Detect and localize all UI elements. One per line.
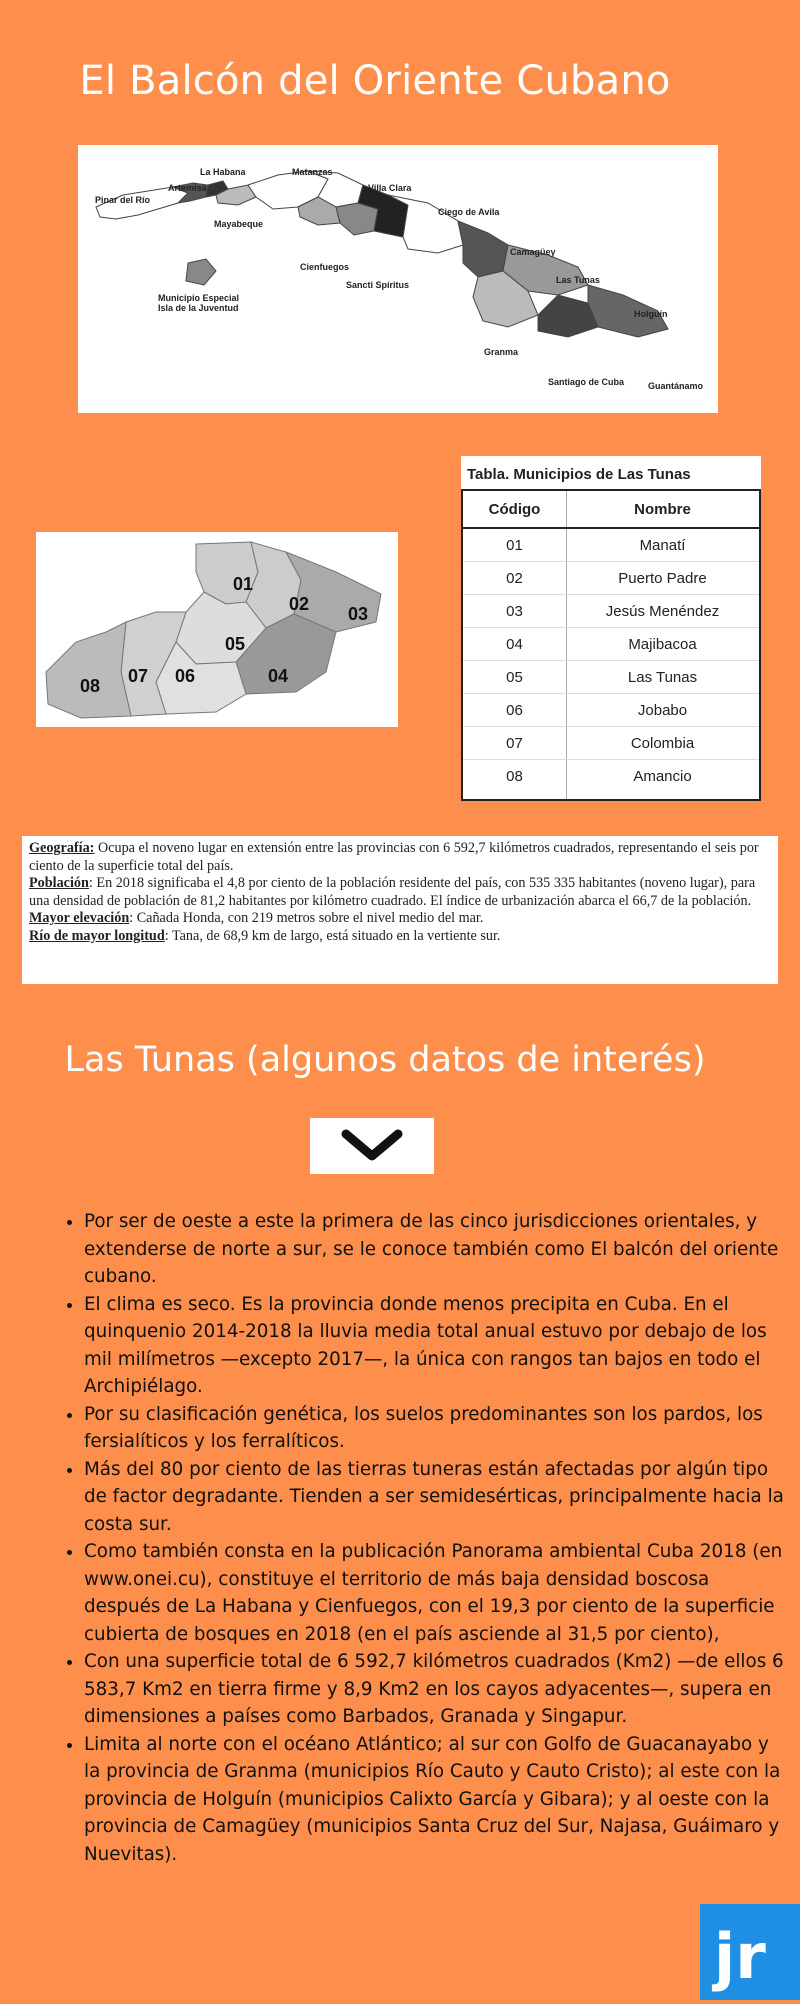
scroll-down-button[interactable] [310,1118,434,1174]
fact-geography-text: Ocupa el noveno lugar en extensión entre las provincias con 6 592,7 kilómetros cuadrados, representando el seis por ciento de la superficie total del país. [29,840,759,874]
table-row [463,529,759,562]
row-name: Puerto Padre [618,570,707,587]
tunas-map-graphic [36,532,398,727]
facts-box [22,836,778,984]
fact-elevation [29,910,771,928]
label-lastunas: Las Tunas [556,275,600,285]
facts-text [29,840,771,945]
las-tunas-municipalities-map [36,532,398,727]
fact-population-label: Población [29,875,89,891]
jr-logo-icon [700,1904,800,2000]
label-granma: Granma [484,347,519,357]
label-guantanamo: Guantánamo [648,381,704,391]
list-item: • Como también consta en la publicación Panorama ambiental Cuba 2018 (en www.onei.cu), constituye el territorio de más baja densidad boscosa después de La Habana y Cienfuegos, con el 19,3 por ciento de la superficie cubierta de bosques en 2018 (en el país asciende al 31,5 por ciento), [84,1538,784,1648]
code-01: 01 [233,574,254,594]
table-row [463,595,759,628]
table-row [463,628,759,661]
header-name: Nombre [634,501,691,518]
fact-elevation-text: : Cañada Honda, con 219 metros sobre el nivel medio del mar. [129,910,484,926]
header-code: Código [488,501,541,518]
label-pinar: Pinar del Río [95,195,151,205]
code-02: 02 [289,594,310,614]
label-villaclara: Villa Clara [368,183,412,193]
fact-river [29,928,771,946]
row-name: Jobabo [637,702,688,719]
table-row [463,661,759,694]
label-camaguey: Camagüey [510,247,556,257]
label-sancti: Sancti Spíritus [346,280,410,290]
row-code: 08 [506,768,523,785]
cuba-map-graphic [78,145,718,413]
row-code: 03 [506,603,523,620]
code-07: 07 [128,666,149,686]
section-subtitle: Las Tunas (algunos datos de interés) [64,1040,706,1080]
list-item: • Por ser de oeste a este la primera de las cinco jurisdicciones orientales, y extenderse de norte a sur, se le conoce también como El balcón del oriente cubano. [84,1208,784,1291]
list-item: • Con una superficie total de 6 592,7 kilómetros cuadrados (Km2) —de ellos 6 583,7 Km2 en tierra firme y 8,9 Km2 en los cayos adyacentes—, supera en dimensiones a países como Barbados, Granada y Singapur. [84,1648,784,1731]
chevron-down-icon [310,1118,434,1174]
label-santiago: Santiago de Cuba [548,377,625,387]
facts-bullet-list [62,1208,784,1868]
jr-logo [700,1904,800,2000]
code-05: 05 [225,634,246,654]
fact-river-label: Río de mayor longitud [29,927,165,944]
row-code: 05 [506,669,523,686]
row-code: 02 [506,570,523,587]
table-header [463,491,759,529]
label-mayabeque: Mayabeque [214,219,264,229]
label-habana: La Habana [200,167,246,177]
logo-text: jr [714,1920,766,1993]
fact-population [29,875,771,910]
code-08: 08 [80,676,101,696]
label-artemisa: Artemisa [168,183,207,193]
row-name: Las Tunas [627,669,698,686]
row-code: 07 [506,735,523,752]
fact-geography-label: Geografía: [29,840,95,856]
table-row [463,562,759,595]
label-matanzas: Matanzas [292,167,333,177]
row-name: Manatí [639,537,686,554]
table-grid [461,489,761,801]
row-name: Amancio [633,768,692,785]
row-code: 06 [506,702,523,719]
list-item: • El clima es seco. Es la provincia donde menos precipita en Cuba. En el quinquenio 2014-2018 la lluvia media total anual estuvo por debajo de los mil milímetros —excepto 2017—, la única con rangos tan bajos en todo el Archipiélago. [84,1291,784,1401]
fact-elevation-label: Mayor elevación [29,910,130,926]
label-ciego: Ciego de Avila [438,207,500,217]
label-isla-2: Isla de la Juventud [158,303,239,313]
cuba-provinces-map [78,145,718,413]
row-code: 04 [506,636,523,653]
label-cienfuegos: Cienfuegos [300,262,350,272]
label-holguin: Holguín [634,309,668,319]
municipalities-table [461,456,761,801]
code-06: 06 [175,666,196,686]
table-title: Tabla. Municipios de Las Tunas [467,466,691,483]
fact-population-text: : En 2018 significaba el 4,8 por ciento de la población residente del país, con 535 335 habitantes (noveno lugar), para una densidad de población de 81,2 habitantes por kilómetro cuadrado. El índice de urbanización abarca el 66,7 de la población. [29,875,756,909]
row-name: Jesús Menéndez [605,603,720,620]
list-item: • Limita al norte con el océano Atlántico; al sur con Golfo de Guacanayabo y la provincia de Granma (municipios Río Cauto y Cauto Cristo); al este con la provincia de Holguín (municipios Calixto García y Gibara); y al oeste con la provincia de Camagüey (municipios Santa Cruz del Sur, Najasa, Guáimaro y Nuevitas). [84,1731,784,1869]
label-isla-1: Municipio Especial [158,293,240,303]
row-name: Majibacoa [628,636,697,653]
row-code: 01 [506,537,523,554]
table-row [463,694,759,727]
table-row [463,727,759,760]
list-item: • Por su clasificación genética, los suelos predominantes son los pardos, los fersialíticos y los ferralíticos. [84,1401,784,1456]
row-name: Colombia [630,735,695,752]
page-title: El Balcón del Oriente Cubano [79,58,671,104]
list-item: • Más del 80 por ciento de las tierras tuneras están afectadas por algún tipo de factor degradante. Tienden a ser semidesérticas, principalmente hacia la costa sur. [84,1456,784,1539]
fact-river-text: : Tana, de 68,9 km de largo, está situado en la vertiente sur. [164,927,501,944]
code-04: 04 [268,666,289,686]
table-row [463,760,759,792]
code-03: 03 [348,604,369,624]
fact-geography [29,840,771,875]
